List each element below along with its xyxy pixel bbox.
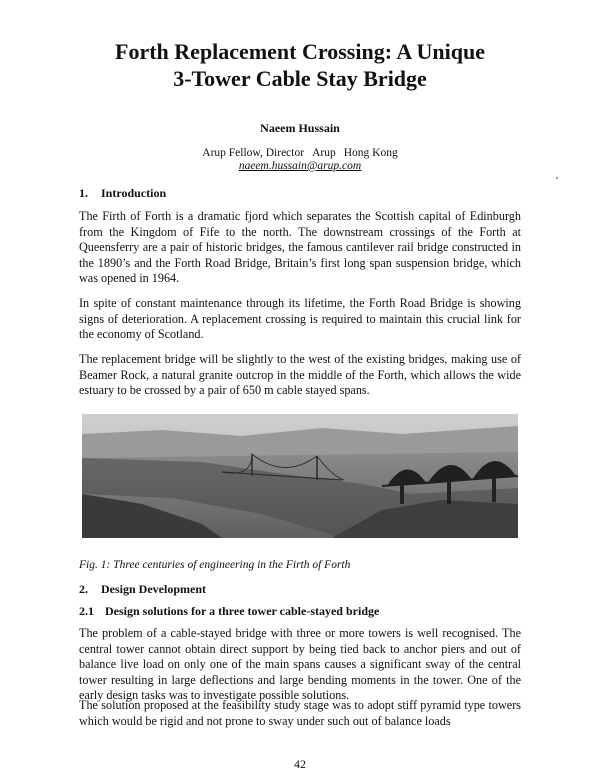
- stray-mark: [556, 177, 558, 179]
- paper-title: [60, 38, 540, 92]
- author-company: Arup: [312, 147, 336, 159]
- intro-paragraph-2: In spite of constant maintenance through its lifetime, the Forth Road Bridge is showing signs of deterioration. A replacement crossing is required to maintain this crucial link for the economy of Scotland.: [79, 296, 521, 341]
- author-name: Naeem Hussain: [260, 121, 340, 135]
- section-title: Introduction: [101, 186, 167, 200]
- intro-paragraph-3: The replacement bridge will be slightly to the west of the existing bridges, making use of Beamer Rock, a natural granite outcrop in the middle of the Forth, which allows the wide estuary to be crossed by a pair of 650 m cable stayed spans.: [79, 352, 521, 397]
- section-title: Design Development: [101, 582, 206, 596]
- section-number: 1.: [79, 186, 88, 200]
- section-heading-introduction: [79, 186, 166, 201]
- author-role: Arup Fellow, Director: [202, 147, 305, 159]
- page-number: 42: [294, 757, 306, 771]
- figure-forth-bridges-photo: [82, 414, 518, 538]
- intro-paragraph-1: The Firth of Forth is a dramatic fjord which separates the Scottish capital of Edinburgh from the Kingdom of Fife to the north. The downstream crossings of the Forth at Queensferry are a pair of historic bridges, the famous cantilever rail bridge constructed in the 1890’s and the Forth Road Bridge, Britain’s first long span suspension bridge, which was opened in 1964.: [79, 209, 521, 285]
- subsection-heading-design-solutions: [79, 604, 379, 619]
- author-location: Hong Kong: [343, 147, 398, 159]
- bridges-photo-illustration: [82, 414, 518, 538]
- author-email-link[interactable]: naeem.hussain@arup.com: [238, 160, 362, 172]
- title-line-2: 3-Tower Cable Stay Bridge: [173, 66, 427, 91]
- subsection-title: Design solutions for a three tower cable-stayed bridge: [105, 604, 380, 618]
- design-paragraph-1: The problem of a cable-stayed bridge with three or more towers is well recognised. The central tower cannot obtain direct support by being tied back to anchor piers and out of balance live load on only one of the main spans causes a significant sway of the central tower resulting in large deflections and large bending moments in the tower. One of the early design tasks was to investigate possible solutions.: [79, 626, 521, 702]
- figure-caption: Fig. 1: Three centuries of engineering in the Firth of Forth: [79, 559, 351, 571]
- author-affiliation: [0, 147, 600, 173]
- subsection-number: 2.1: [79, 604, 94, 618]
- title-line-1: Forth Replacement Crossing: A Unique: [115, 39, 485, 64]
- section-heading-design-development: [79, 582, 206, 597]
- section-number: 2.: [79, 582, 88, 596]
- design-paragraph-2: The solution proposed at the feasibility study stage was to adopt stiff pyramid type towers which would be rigid and not prone to sway under such out of balance loads: [79, 698, 521, 728]
